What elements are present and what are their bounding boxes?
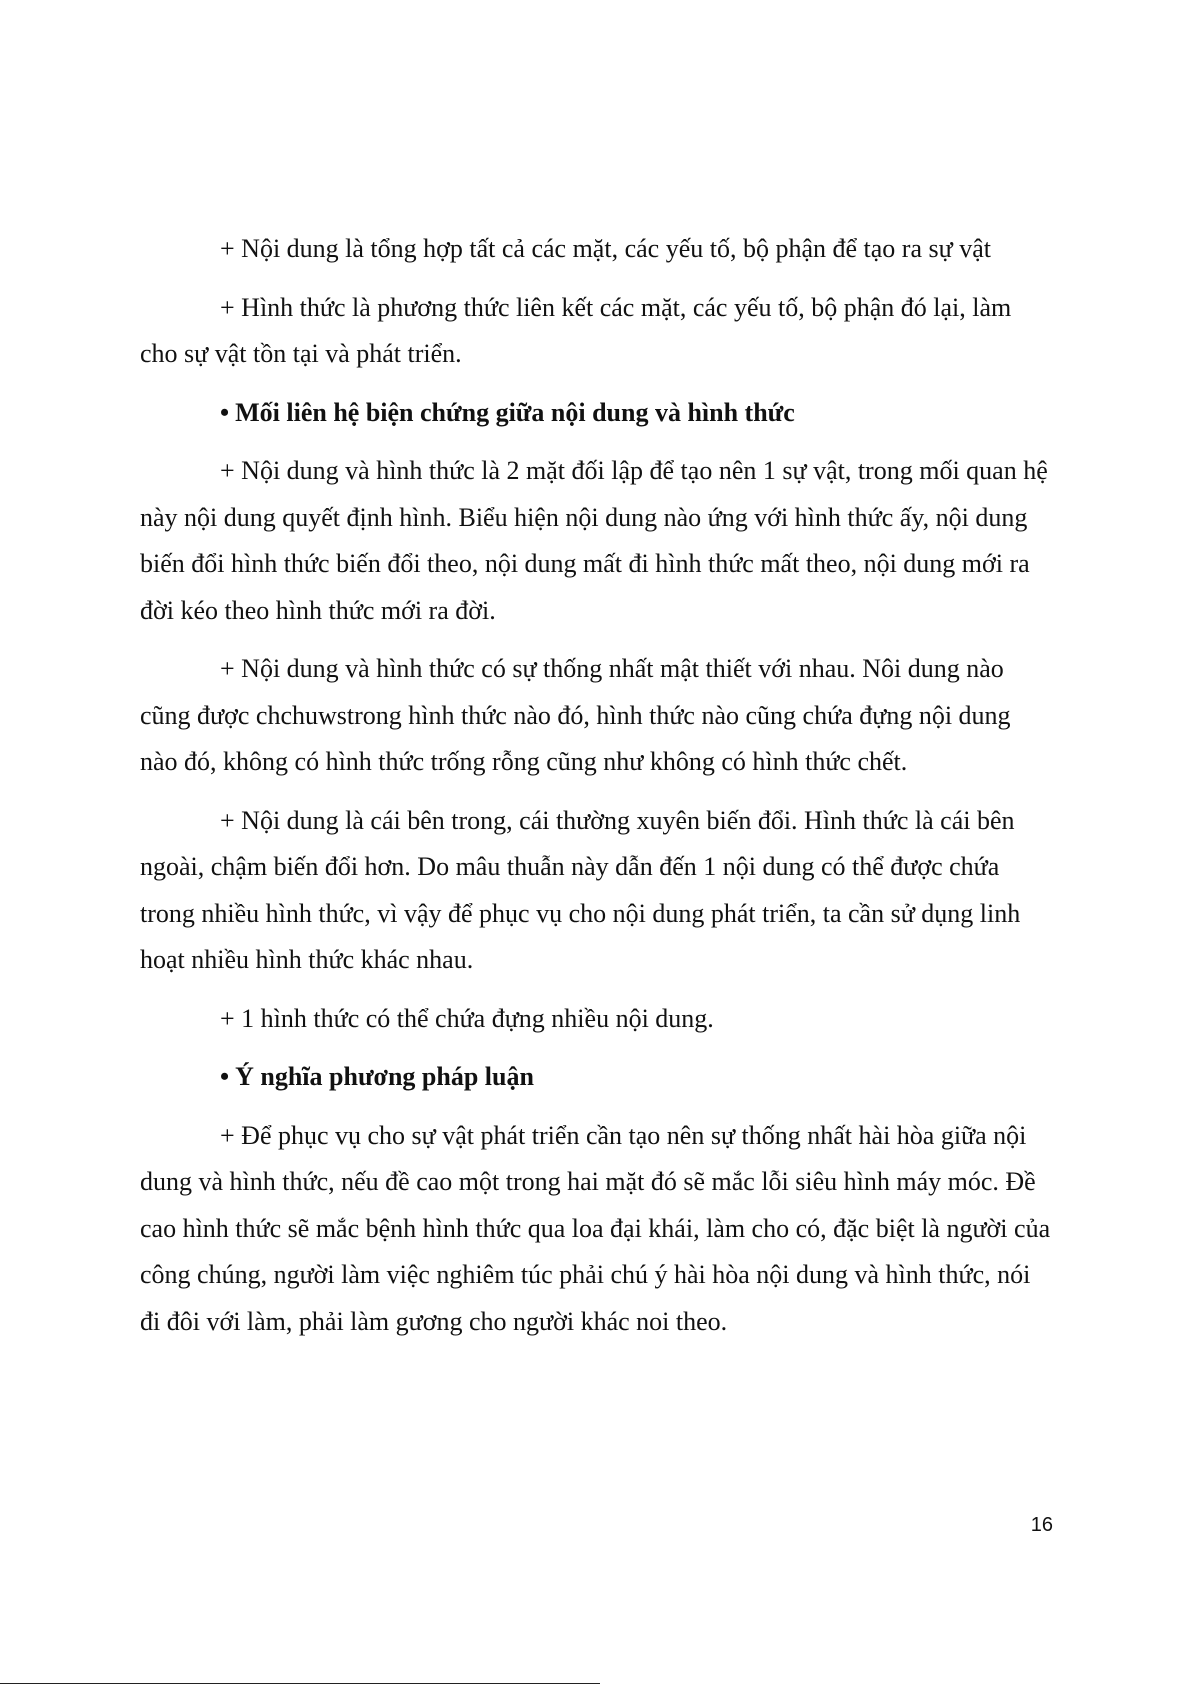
paragraph-form-definition: + Hình thức là phương thức liên kết các mặt, các yếu tố, bộ phận đó lại, làm cho sự vật tồn tại và phát triển. — [140, 292, 1012, 368]
heading-methodology — [140, 1054, 1052, 1101]
bullet-icon: • — [220, 1062, 230, 1091]
heading-text: Ý nghĩa phương pháp luận — [235, 1062, 534, 1091]
bullet-icon: • — [220, 397, 230, 427]
paragraph-opposite-sides: + Nội dung và hình thức là 2 mặt đối lập để tạo nên 1 sự vật, trong mối quan hệ này nội dung quyết định hình. Biểu hiện nội dung nào ứng với hình thức ấy, nội dung biến đổi hình thức biến đổi theo, nội dung mất đi hình thức mất theo, nội dung mới ra đời kéo theo hình thức mới ra đời. — [140, 456, 1048, 625]
paragraph-inner-outer: + Nội dung là cái bên trong, cái thường xuyên biến đổi. Hình thức là cái bên ngoài, chậm biến đổi hơn. Do mâu thuẫn này dẫn đến 1 nội dung có thể được chứa trong nhiều hình thức, vì vậy để phục vụ cho nội dung phát triển, ta cần sử dụng linh hoạt nhiều hình thức khác nhau. — [140, 805, 1021, 974]
paragraph-one-form: + 1 hình thức có thể chứa đựng nhiều nội dung. — [220, 1003, 714, 1033]
paragraph-methodology: + Để phục vụ cho sự vật phát triển cần tạo nên sự thống nhất hài hòa giữa nội dung và hình thức, nếu đề cao một trong hai mặt đó sẽ mắc lỗi siêu hình máy móc. Đề cao hình thức sẽ mắc bệnh hình thức qua loa đại khái, làm cho có, đặc biệt là người của công chúng, người làm việc nghiêm túc phải chú ý hài hòa nội dung và hình thức, nói đi đôi với làm, phải làm gương cho người khác noi theo. — [140, 1120, 1051, 1336]
page-number: 16 — [1030, 1514, 1053, 1536]
document-body — [140, 226, 1052, 1345]
heading-text: Mối liên hệ biện chứng giữa nội dung và hình thức — [235, 397, 795, 427]
paragraph-unity: + Nội dung và hình thức có sự thống nhất mật thiết với nhau. Nôi dung nào cũng được chchuwstrong hình thức nào đó, hình thức nào cũng chứa đựng nội dung nào đó, không có hình thức trống rỗng cũng như không có hình thức chết. — [140, 654, 1011, 776]
heading-dialectical-relation — [140, 390, 1052, 437]
footer-divider — [0, 1683, 600, 1684]
paragraph-content-definition: + Nội dung là tổng hợp tất cả các mặt, các yếu tố, bộ phận để tạo ra sự vật — [220, 234, 991, 263]
